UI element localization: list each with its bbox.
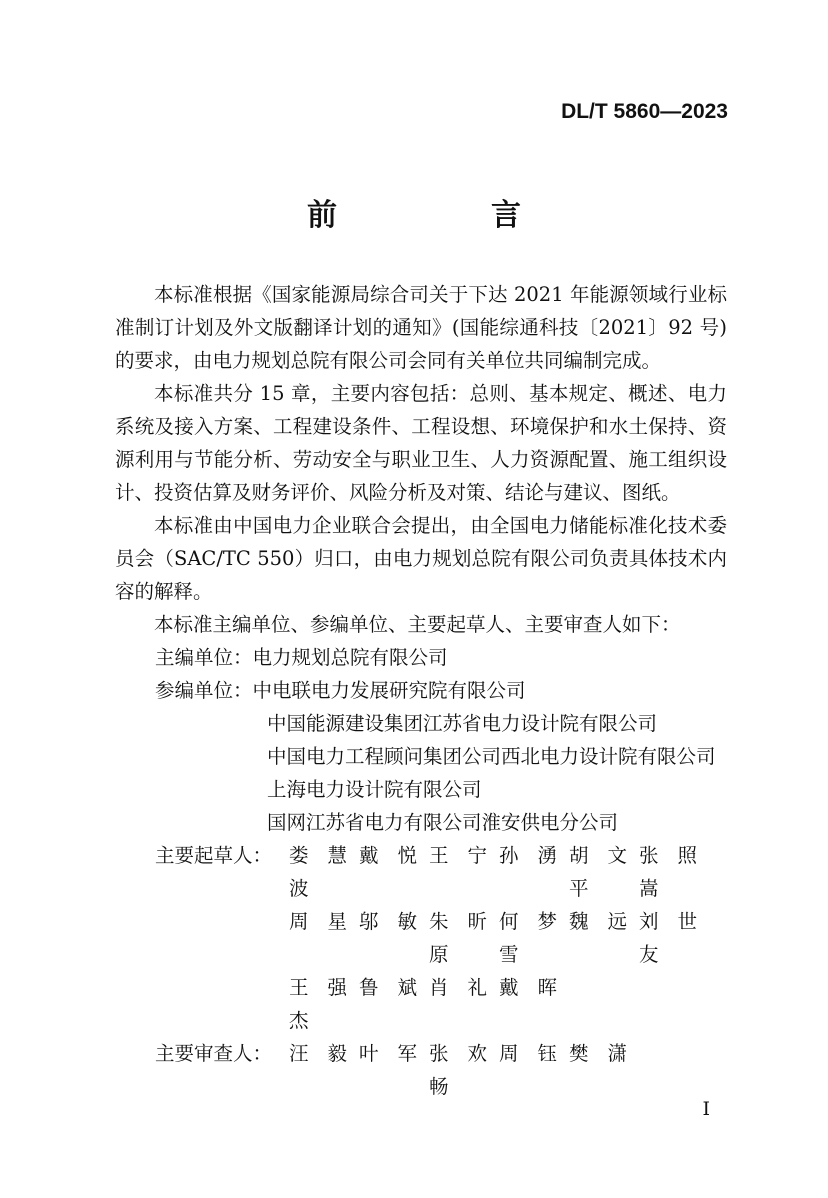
person-name: 周星 [289, 910, 347, 933]
participating-org: 中国能源建设集团江苏省电力设计院有限公司 [267, 712, 658, 735]
participating-org: 中国电力工程顾问集团公司西北电力设计院有限公司 [267, 745, 716, 768]
person-name: 刘世友 [639, 910, 697, 966]
person-name: 肖礼 [429, 976, 487, 999]
person-name: 邬敏 [359, 910, 417, 933]
person-name: 娄慧波 [289, 844, 347, 900]
participating-org: 中电联电力发展研究院有限公司 [252, 679, 526, 702]
participating-org: 国网江苏省电力有限公司淮安供电分公司 [267, 811, 619, 834]
person-name: 何梦雪 [499, 910, 557, 966]
person-name: 魏远 [569, 910, 627, 933]
participating-org: 上海电力设计院有限公司 [267, 778, 482, 801]
person-name: 鲁斌 [359, 976, 417, 999]
reviewers-names [289, 1037, 709, 1103]
person-name: 张照嵩 [639, 844, 697, 900]
drafters-label: 主要起草人： [155, 844, 273, 867]
paragraph: 本标准根据《国家能源局综合司关于下达 2021 年能源领域行业标准制订计划及外文版翻译计划的通知》(国能综通科技〔2021〕92 号) 的要求，由电力规划总院有限公司会同有关单位共同编制完成。 [115, 283, 727, 372]
participating-label: 参编单位： [155, 679, 253, 702]
chief-editor-org: 电力规划总院有限公司 [252, 646, 448, 669]
person-name: 张欢畅 [429, 1042, 487, 1098]
person-name: 樊潇 [569, 1042, 627, 1065]
chief-editor-line [115, 641, 727, 674]
page-title: 前 言 [307, 198, 583, 233]
paragraph: 本标准共分 15 章，主要内容包括：总则、基本规定、概述、电力系统及接入方案、工程建设条件、工程设想、环境保护和水土保持、资源利用与节能分析、劳动安全与职业卫生、人力资源配置、施工组织设计、投资估算及财务评价、风险分析及对策、结论与建议、图纸。 [115, 382, 727, 504]
person-name: 胡文平 [569, 844, 627, 900]
reviewers-label: 主要审查人： [155, 1042, 273, 1065]
document-body [115, 278, 727, 1103]
drafters-names [289, 839, 709, 1037]
person-name: 王强杰 [289, 976, 347, 1032]
person-name: 戴悦 [359, 844, 417, 867]
standard-number: DL/T 5860—2023 [561, 100, 728, 123]
participating-line [115, 674, 727, 707]
person-name: 戴晖 [499, 976, 557, 999]
reviewers-section [115, 1037, 727, 1103]
person-name: 周钰 [499, 1042, 557, 1065]
chief-editor-label: 主编单位： [155, 646, 253, 669]
person-name: 朱昕原 [429, 910, 487, 966]
drafters-section [115, 839, 727, 1037]
person-name: 叶军 [359, 1042, 417, 1065]
person-name: 孙湧 [499, 844, 557, 867]
page-number: I [702, 1098, 710, 1120]
paragraph: 本标准由中国电力企业联合会提出，由全国电力储能标准化技术委员会（SAC/TC 550）归口，由电力规划总院有限公司负责具体技术内容的解释。 [115, 514, 727, 603]
person-name: 汪毅 [289, 1042, 347, 1065]
person-name: 王宁 [429, 844, 487, 867]
paragraph: 本标准主编单位、参编单位、主要起草人、主要审查人如下： [154, 613, 681, 636]
